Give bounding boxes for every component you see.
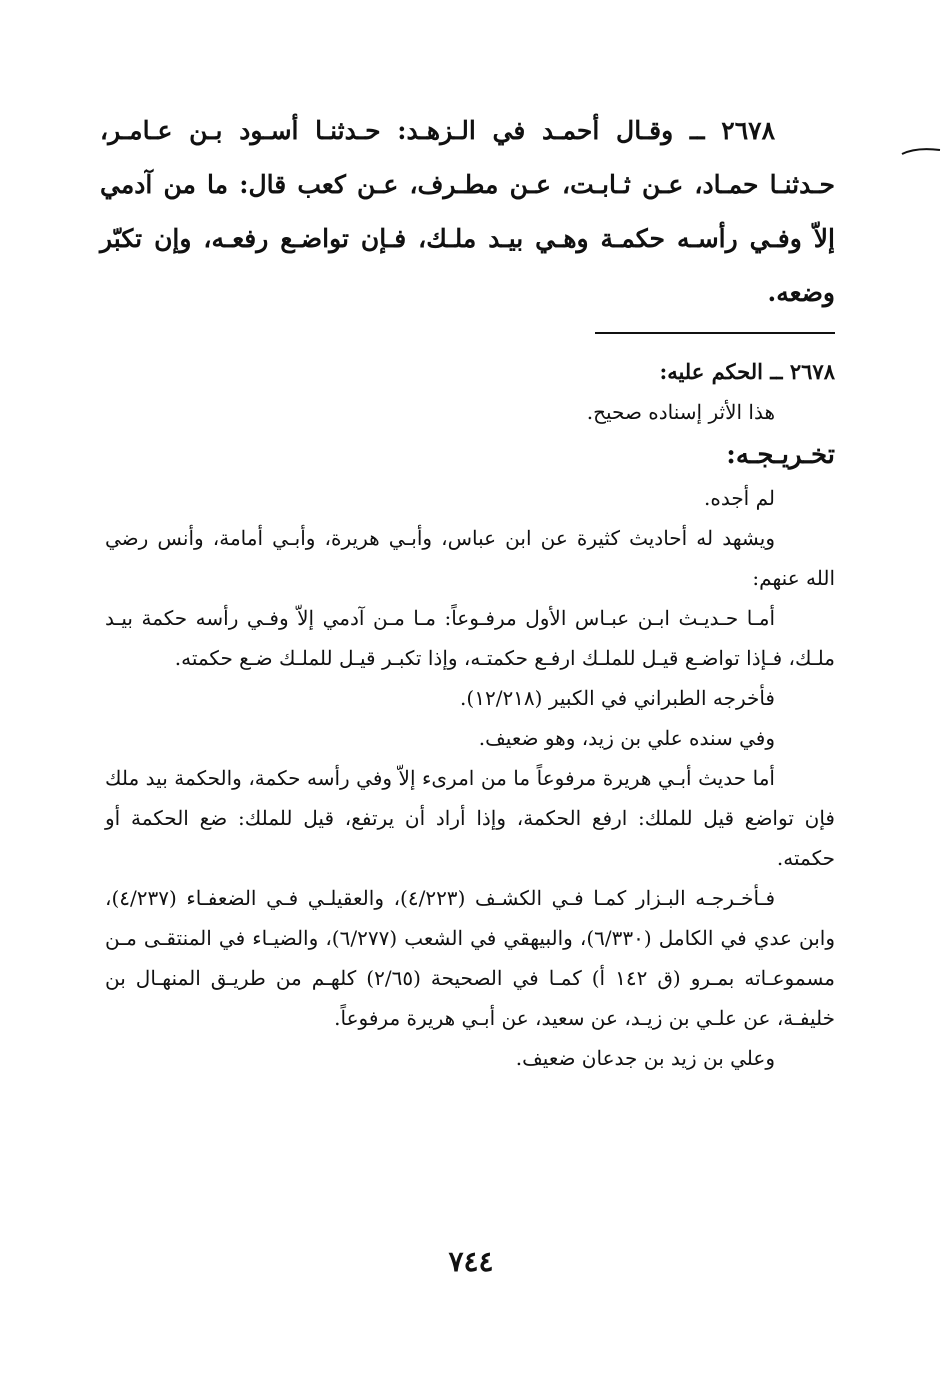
ibn-abbas-weakness: وفي سنده علي بن زيد، وهو ضعيف.	[478, 726, 775, 750]
main-paragraph: ٢٦٧٨ ــ وقـال أحمـد في الـزهـد: حـدثنـا أسـود بـن عـامـر، حـدثنـا حمـاد، عـن ثـابـت، عـن مطـرف، عـن كعب قال: ما من آدمي إلاّ وفـي رأسـه حكمـة وهـي بيـد ملـك، فـإن تواضـع رفعـه، وإن تكبّر وضعه.	[100, 116, 835, 307]
abu-hurayra-source: فـأخـرجـه البـزار كمـا فـي الكشـف (٤/٢٢٣)، والعقيلـي فـي الضعفـاء (٤/٢٣٧)، وابن عدي في الكامل (٦/٣٣٠)، والبيهقي في الشعب (٦/٢٧٧)، والضيـاء في المنتقـى مـن مسموعـاته بمـرو (ق ١٤٢ أ) كمـا في الصحيحة (٢/٦٥) كلهـم من طريـق المنهـال بن خليفـة، عن علـي بن زيـد، عن سعيد، عن أبـي هريرة مرفوعاً.	[105, 886, 836, 1030]
page-number: ٧٤٤	[448, 1245, 494, 1278]
ruling-text: هذا الأثر إسناده صحيح.	[586, 400, 775, 424]
ibn-abbas-source: فأخرجه الطبراني في الكبير (١٢/٢١٨).	[460, 686, 775, 710]
main-text	[100, 104, 835, 320]
ruling-heading: ٢٦٧٨ ــ الحكم عليه:	[659, 359, 835, 384]
footnotes	[105, 352, 835, 1078]
takhrij-heading: تخـريـجـه:	[726, 440, 835, 470]
footnote-divider	[595, 332, 835, 334]
margin-mark	[900, 145, 942, 157]
ibn-abbas-paragraph: أمـا حـديـث ابـن عبـاس الأول مرفـوعاً: مـا مـن آدمي إلاّ وفـي رأسه حكمة بيـد ملـك، فـإذا تواضـع قيـل للملـك ارفـع حكمتـه، وإذا تكبـر قيـل للملـك ضـع حكمته.	[105, 606, 835, 670]
abu-hurayra-paragraph: أما حديث أبـي هريرة مرفوعاً ما من امرىء إلاّ وفي رأسه حكمة، والحكمة بيد ملك فإن تواضع قيل للملك: ارفع الحكمة، وإذا أراد أن يرتفع، قيل للملك: ضع الحكمة أو حكمته.	[105, 766, 835, 870]
not-found-text: لم أجده.	[703, 486, 775, 510]
final-remark: وعلي بن زيد بن جدعان ضعيف.	[515, 1046, 775, 1070]
witnesses-paragraph: ويشهد له أحاديث كثيرة عن ابن عباس، وأبـي هريرة، وأبـي أمامة، وأنس رضي الله عنهم:	[105, 526, 835, 590]
